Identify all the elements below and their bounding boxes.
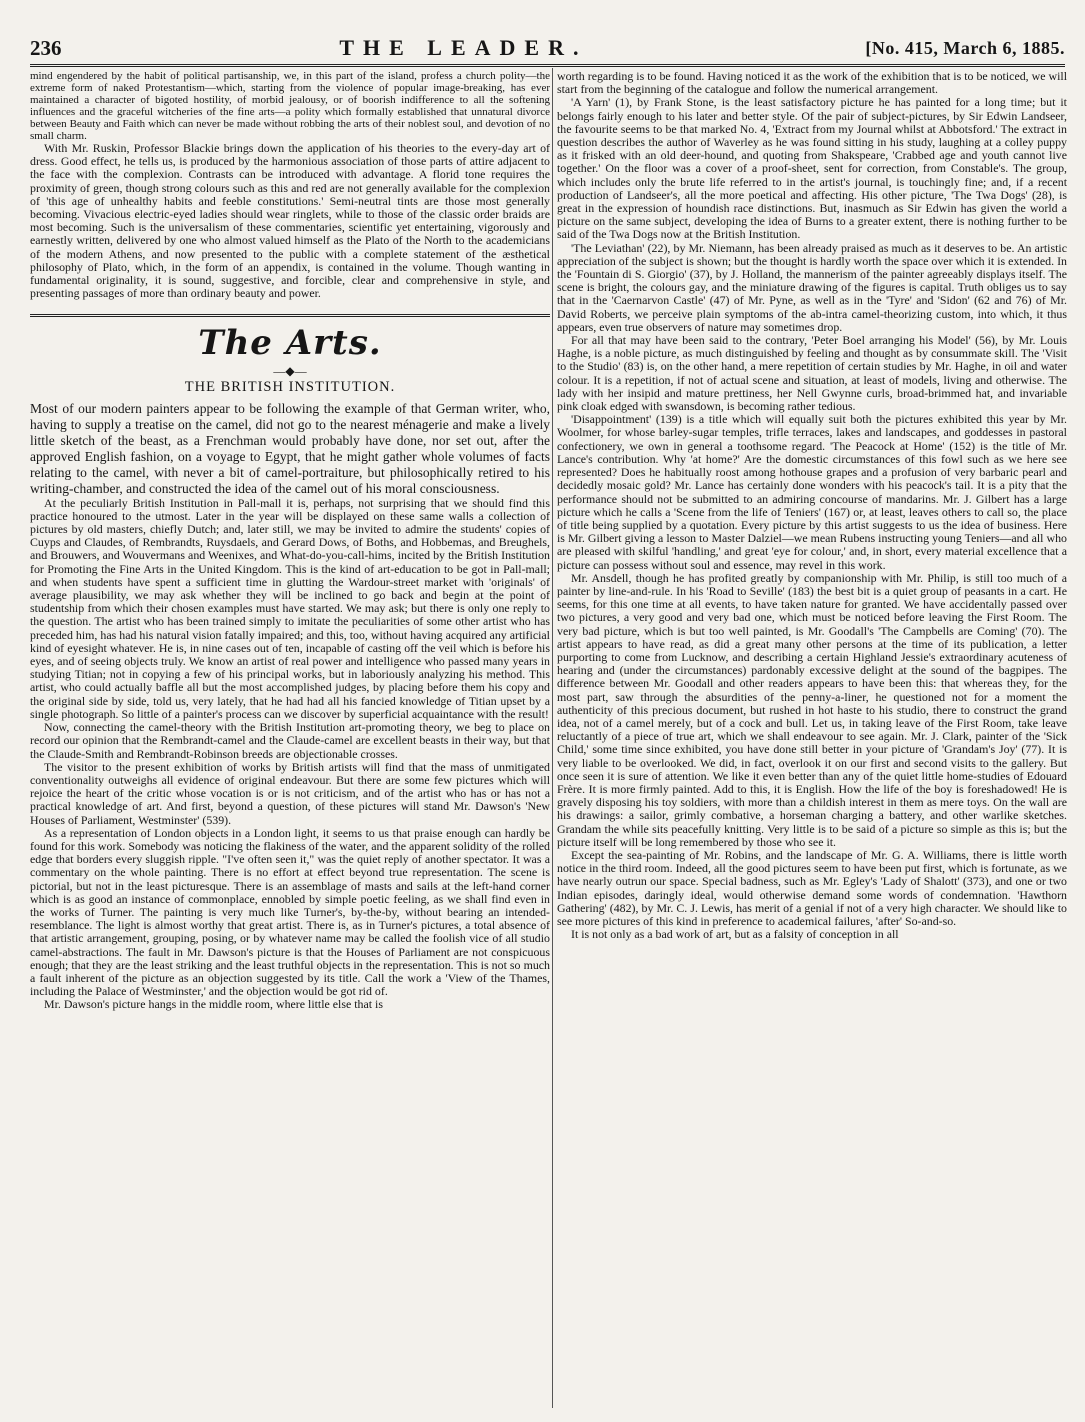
page-header xyxy=(30,36,1065,60)
issue-info: [No. 415, March 6, 1885. xyxy=(865,37,1065,58)
article-paragraph: Mr. Dawson's picture hangs in the middle room, where little else that is xyxy=(44,997,383,1012)
left-column xyxy=(30,70,550,1410)
newspaper-title: THE LEADER. xyxy=(339,35,588,60)
article-title: THE BRITISH INSTITUTION. xyxy=(184,379,396,396)
section-divider xyxy=(30,314,550,317)
article-paragraph: At the peculiarly British Institution in Pall-mall it is, perhaps, not surprising that we should find this practice honoured to the utmost. Later in the year will be displayed on these same walls a collection of pictures by old masters, chiefly Dutch; and, later still, we may be invited to admire the students' copies of Cuyps and Claudes, of Rembrandts, Ruysdaels, and Gerard Dows, of Boths, and Hobbemas, and Breughels, and Brouwers, and Wouvermans and Weenixes, and What-do-you-call-hims, incited by the British Institution for Promoting the Fine Arts in the United Kingdom. This is the kind of art-education to be got in Pall-mall; and when students have spent a sufficient time in glutting the Wardour-street market with 'originals' of average plausibility, we may ask whether they will be inclined to go back and begin at the point of studentship from which their chosen examples must have started. We may ask; but there is only one reply to the question. The artist who has been trained simply to imitate the peculiarities of some other artist who has preceded him, has had his natural vision fatally impaired; and this, too, without having acquired any artificial kind of eyesight whatever. He is, in nine cases out of ten, incapable of casting off the veil which is before his eyes, and of seeing objects truly. We know an artist of real power and intelligence who passed many years in studying Titian; not in copying a few of his principal works, but in laboriously analyzing his method. This artist, who could actually baffle all but the most accomplished judges, by placing before them his copy and the original side by side, told us, very lately, that he had had all his fancied knowledge of Titian upset by a single photograph. So little of a painter's process can we discover by superficial acquaintance with the result! xyxy=(30,495,550,721)
article-paragraph: As a representation of London objects in a London light, it seems to us that praise enough can hardly be found for this work. Somebody was noticing the flakiness of the water, and the apparent solidity of the rolled edge that borders every sluggish ripple. "I've often seen it," was the quiet reply of another spectator. It was a commentary on the whole painting. There is no effort at effect beyond true representation. The scene is pictorial, but not in the least picturesque. There is an assemblage of masts and sails at the left-hand corner which is as good an instance of commonplace, ennobled by simple poetic feeling, as we shall find even in the works of Turner. The painting is very much like Turner's, by-the-by, without bearing an intended-resemblance. The light is almost worthy that great artist. There is, as in Turner's pictures, a total absence of that artistic arrangement, grouping, posing, or by whatever name may be called the foolish vice of all studio camel-abstractions. The fault in Mr. Dawson's picture is that the Houses of Parliament are not conspicuous enough; that they are the least striking and the least truthful objects in the representation. This is not so much a fault inherent of the picture as an objection suggested by its title. Call the work a 'View of the Thames, including the Palace of Westminster,' and the objection would be got rid of. xyxy=(30,825,550,999)
intro-paragraph: mind engendered by the habit of political partisanship, we, in this part of the island, profess a church polity—the extreme form of naked Protestantism—which, starting from the violence of popular image-breaking, has ever maintained a character of bigoted hostility, of morbid jealousy, or of boorish indifference to all the softening influences and the graceful witcheries of the fine arts—a polity which formally established that unnatural divorce between Beauty and Faith which can never be made without robbing the arts of their noblest soul, and devotion of no small charm. xyxy=(30,70,550,142)
article-lead xyxy=(30,401,550,497)
section-heading-the-arts: The Arts. xyxy=(198,323,382,364)
review-continuation xyxy=(30,70,550,142)
article-paragraph: 'A Yarn' (1), by Frank Stone, is the least satisfactory picture he has painted for a long time; but it belongs fairly enough to his later and better style. Of the pair of subject-pictures, by Sir Edwin Landseer, the favourite seems to be that marked No. 4, 'Extract from my Journal whilst at Abbotsford.' The extract in question describes the author of Waverley as he was found sitting in his study, laughing at a colley puppy as it frisked with an old deer-hound, and quoting from Shakspeare, 'Crabbed age and youth cannot live together.' On the floor was a cover of a proof-sheet, sent for correction, from Constable's. The group, which includes only the brute life referred to in the artist's journal, is touchingly fine; and, if a recent production of Landseer's, all the more poetical and affecting. His other picture, 'The Twa Dogs' (28), is great in the expression of houndish race distinctions. But, inasmuch as Sir Edwin has given the world a picture on the same subject, developing the idea of Burns to a greater extent, there is nothing further to be said of the Twa Dogs now at the British Institution. xyxy=(557,95,1067,242)
article-paragraph: Mr. Ansdell, though he has profited greatly by companionship with Mr. Philip, is still too much of a painter by line-and-rule. In his 'Road to Seville' (183) the best bit is a quiet group of peasants in a cart. He seems, for this one time at all events, to have taken nature for granted. We have accidentally passed over two pictures, a very good and very bad one, which must be noticed before leaving the First Room. The very bad picture, which is but too well painted, is Mr. Goodall's 'The Campbells are Coming' (70). The artist appears to have read, as did a great many other persons at the time of its publication, a letter purporting to come from Lucknow, and describing a certain Highland Jessie's extraordinary acuteness of hearing and (under the circumstances) pardonably excessive delight at the sound of the bagpipes. The difference between Mr. Goodall and other readers appears to have been this: that whereas they, for the most part, saw through the absurdities of the penny-a-liner, he questioned not for a moment the authenticity of this precious document, but rushed in hot haste to his studio, there to construct the grand idea, not of a camel merely, but of a cock and bull. Let us, in taking leave of the First Room, take leave reluctantly of a piece of true art, which we shall endeavour to see again. Mr. J. Clark, painter of the 'Sick Child,' some time since exhibited, you have done still better in your picture of 'Grandam's Joy' (77). It is very liable to be overlooked. We did, in fact, overlook it on our first and second visits to the gallery. But once seen it is sure of attention. We like it even better than any of the quiet little home-studies of Edouard Frère. It is more firmly painted. Add to this, it is English. How the life of the boy is foreshadowed! He is gravely disposing his toy soldiers, with more than a childish interest in them as mere toys. On the wall are his drawings: a sailor, grimly combative, a horseman charging a battery, and other warlike sketches. Grandam the while sits peacefully knitting. Very little is to be said of a picture so simple as this is; but the picture itself will be long remembered by those who see it. xyxy=(557,570,1067,849)
article-paragraph: The visitor to the present exhibition of works by British artists will find that the mass of unmitigated conventionality outweighs all evidence of original endeavour. But there are some few pictures which will rejoice the heart of the critic whose vocation is or is not criticism, and of the artist who has or has not a practical knowledge of art. And first, beyond a question, of these pictures will stand Mr. Dawson's 'New Houses of Parliament, Westminster' (539). xyxy=(30,759,550,827)
right-column xyxy=(557,70,1067,1410)
article-paragraph: Except the sea-painting of Mr. Robins, and the landscape of Mr. G. A. Williams, there is little worth notice in the third room. Indeed, all the good pictures seem to have been put first, which is fortunate, as we have nearly outrun our space. Special badness, such as Mr. Egley's 'Lady of Shalott' (373), and one or two Indian episodes, daringly ideal, would otherwise demand some words of condemnation. 'Hawthorn Gathering' (482), by Mr. C. J. Lewis, has merit of a genial if not of a very high character. We should like to see more pictures of this kind in preference to academical failures, 'after' So-and-so. xyxy=(557,847,1067,928)
header-rule xyxy=(30,64,1065,67)
ornament-divider: —◆— xyxy=(273,364,307,379)
article-paragraph: It is not only as a bad work of art, but as a falsity of conception in all xyxy=(571,927,899,942)
column-divider xyxy=(552,68,553,1408)
article-paragraph: Now, connecting the camel-theory with the British Institution art-promoting theory, we beg to place on record our opinion that the Rembrandt-camel and the Claude-camel are excellent beasts in their way, but that the Claude-Smith and Rembrandt-Robinson breeds are objectionable crosses. xyxy=(30,720,550,761)
article-paragraph: For all that may have been said to the contrary, 'Peter Boel arranging his Model' (56), by Mr. Louis Haghe, is a noble picture, as much distinguished by feeling and thought as by consummate skill. The 'Visit to the Studio' (83) is, on the other hand, a mere repetition of certain studies by Mr. Haghe, in oil and water colour. It is a repetition, if not of actual scene and situation, at least of models, living and otherwise. The lady with her insipid and mature prettiness, her Nell Gwynne curls, broad-brimmed hat, and invariable pink cloak edged with swansdown, is becoming rather tedious. xyxy=(557,333,1067,414)
article-paragraph: Most of our modern painters appear to be following the example of that German writer, who, having to supply a treatise on the camel, did not go to the nearest ménagerie and make a lively little sketch of the beast, as a Frenchman would probably have done, nor set out, after the approved English fashion, on a voyage to Egypt, that he might gather whole volumes of facts relating to the camel, with never a bit of camel-portraiture, but philosophically retired to his writing-chamber, and constructed the idea of the camel out of his moral consciousness. xyxy=(30,400,550,496)
ruskin-paragraph: With Mr. Ruskin, Professor Blackie brings down the application of his theories to the every-day art of dress. Good effect, he tells us, is produced by the harmonious association of those parts of attire adjacent to the face with the complexion. Contrasts can be introduced with advantage. A florid tone requires the proximity of green, though strong colours such as this and red are not generally available for the complexion of 'this age of unhealthy habits and feeble constitutions.' Semi-neutral tints are those most generally becoming. Vivacious electric-eyed ladies should wear ringlets, while to those of the classic order braids are most becoming. Such is the universalism of these commentaries, scientific yet entertaining, vigorously and earnestly written, delivered by one who almost valued himself as the Plato of the North to the academicians of the modern Athens, and now presented to the public with a complete statement of the æsthetical philosophy of Plato, which, in the form of an appendix, is contained in the volume. Though wanting in fundamental originality, it is sound, suggestive, and forcible, clear and comprehensive in style, and presenting passages of more than ordinary beauty and power. xyxy=(30,141,550,301)
article-paragraph: worth regarding is to be found. Having noticed it as the work of the exhibition that is to be noticed, we will start from the beginning of the catalogue and follow the numerical arrangement. xyxy=(557,70,1067,97)
article-paragraph: 'The Leviathan' (22), by Mr. Niemann, has been already praised as much as it deserves to be. An artistic appreciation of the subject is shown; but the thought is hardly worth the space over which it is extended. In the 'Fountain di S. Giorgio' (37), by J. Holland, the mannerism of the painter agreeably displays itself. The scene is bright, the colours gay, and the miniature drawing of the figures is capital. Truth obliges us to say that in the 'Caernarvon Castle' (47) of Mr. Pyne, as well as in the 'Tyre' and 'Sidon' (62 and 76) of Mr. David Roberts, we perceive plain symptoms of the ab-intra camel-theorizing custom, into which, it thus appears, even true observers of nature may sometimes drop. xyxy=(557,240,1067,334)
article-paragraph: 'Disappointment' (139) is a title which will equally suit both the pictures exhibited this year by Mr. Woolmer, for whose barley-sugar temples, trifle terraces, lakes and landscapes, and goddesses in pastoral confectionery, we own in general a toothsome regard. 'The Peacock at Home' (152) is the title of Mr. Lance's contribution. Why 'at home?' Are the domestic circumstances of this fowl such as we here see represented? Does he habitually roost among hothouse grapes and a profusion of very barbaric pearl and decidedly mosaic gold? Mr. Lance has certainly done wonders with his peacock's tail. It is a pity that the performance should not be submitted to an admiring concourse of mandarins. Mr. J. Gilbert has a large picture which he calls a 'Scene from the life of Teniers' (167) or, at least, leaves others to call so, the place of title being supplied by a quotation. Every picture by this artist suggests to us the idea of business. Here is Mr. Gilbert giving a lesson to Master Dalziel—we mean Rubens instructing young Teniers—and all who are pleased with skilful 'handling,' and great 'eye for colour,' and, in short, every material excellence that a picture can possess without soul and essence, may revel in this work. xyxy=(557,412,1067,572)
page-number: 236 xyxy=(30,35,62,60)
